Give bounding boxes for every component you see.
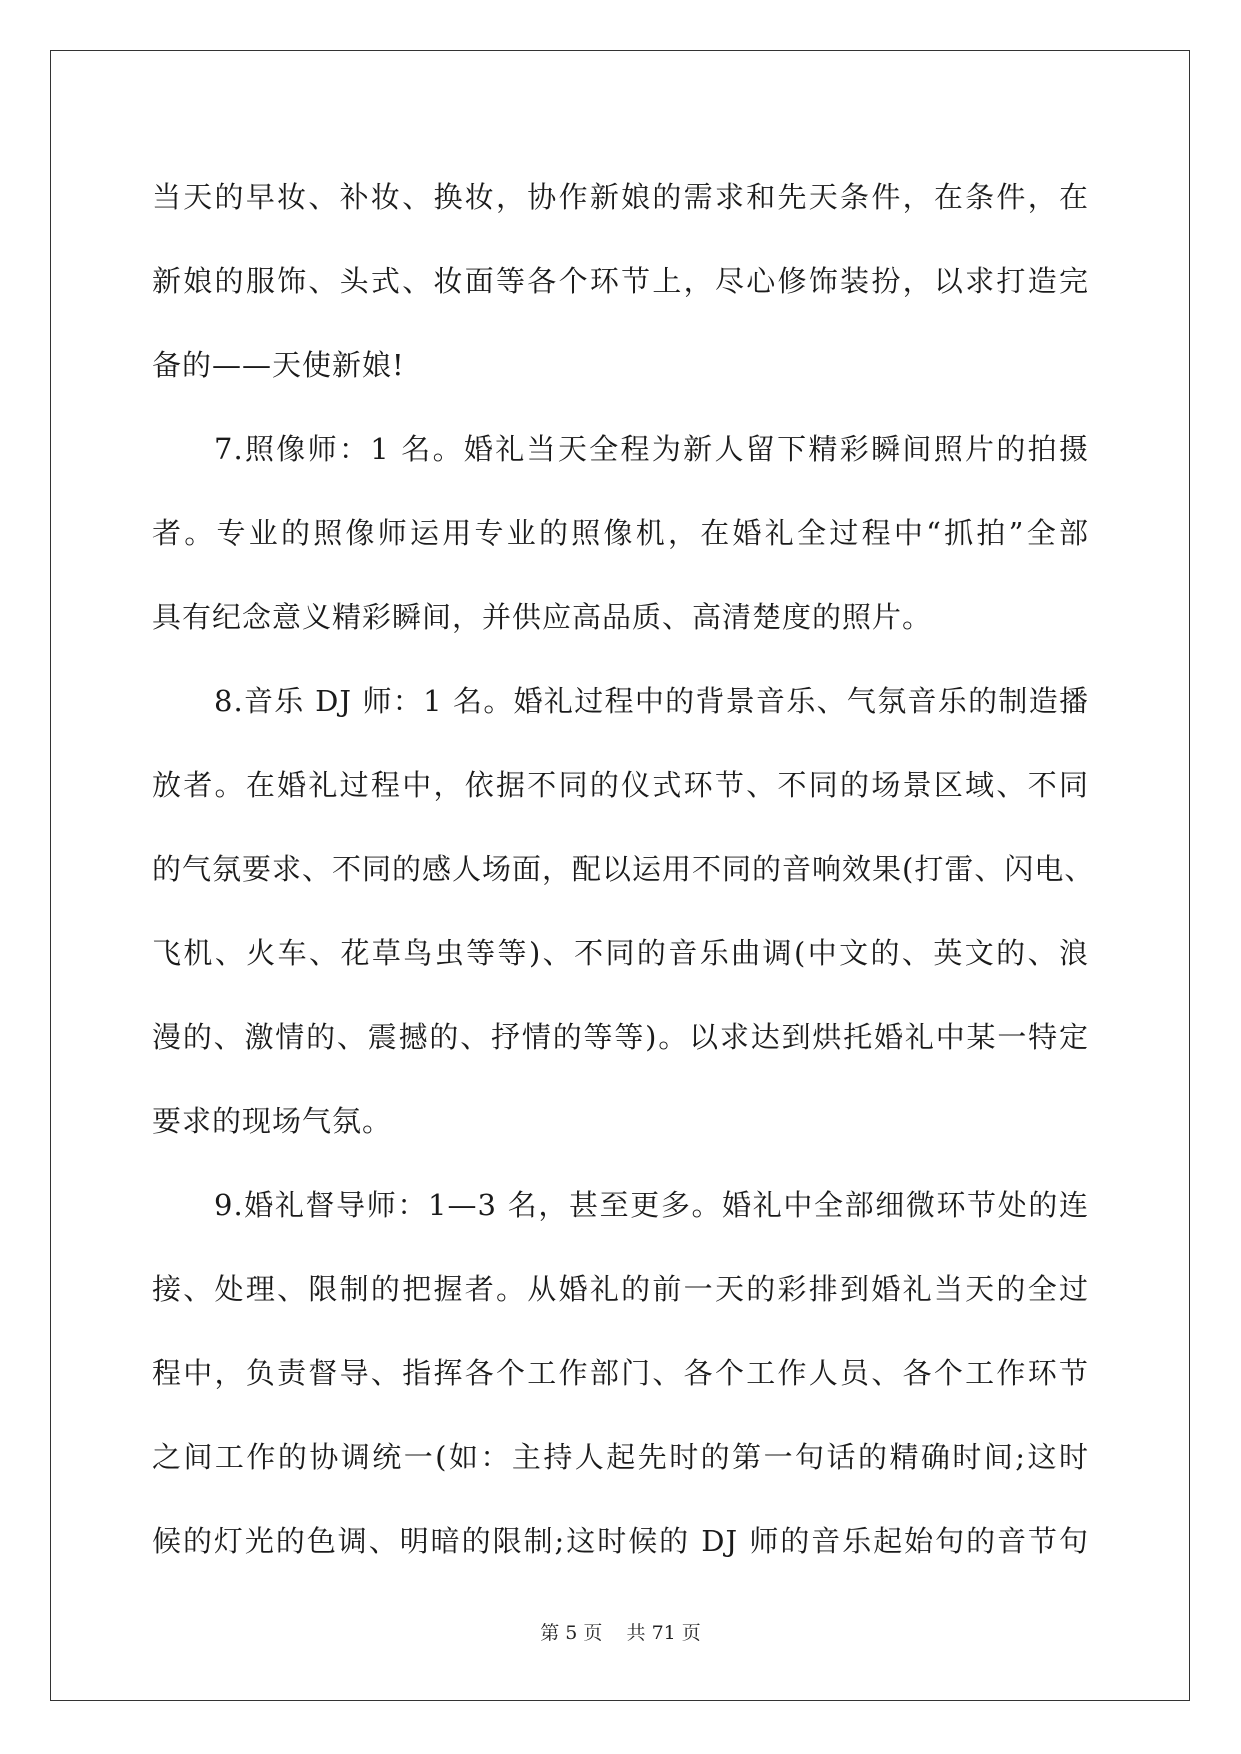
text-line: 8.音乐 DJ 师：1 名。婚礼过程中的背景音乐、气氛音乐的制造播 xyxy=(214,684,1089,718)
page-total: 共 71 页 xyxy=(626,1622,701,1644)
text-line: 备的——天使新娘! xyxy=(152,348,405,382)
text-line: 要求的现场气氛。 xyxy=(152,1104,393,1138)
text-line: 之间工作的协调统一(如：主持人起先时的第一句话的精确时间;这时 xyxy=(152,1440,1089,1474)
text-line: 接、处理、限制的把握者。从婚礼的前一天的彩排到婚礼当天的全过 xyxy=(152,1272,1089,1306)
text-line: 飞机、火车、花草鸟虫等等)、不同的音乐曲调(中文的、英文的、浪 xyxy=(152,936,1089,970)
page-number: 第 5 页 xyxy=(540,1622,603,1644)
page-footer xyxy=(0,1618,1241,1645)
text-line: 当天的早妆、补妆、换妆，协作新娘的需求和先天条件，在条件，在 xyxy=(152,180,1089,214)
text-line: 者。专业的照像师运用专业的照像机，在婚礼全过程中“抓拍”全部 xyxy=(152,516,1089,550)
text-line: 候的灯光的色调、明暗的限制;这时候的 DJ 师的音乐起始句的音节句 xyxy=(152,1524,1089,1558)
text-line: 新娘的服饰、头式、妆面等各个环节上，尽心修饰装扮，以求打造完 xyxy=(152,264,1089,298)
text-line: 具有纪念意义精彩瞬间，并供应高品质、高清楚度的照片。 xyxy=(152,600,933,634)
text-line: 7.照像师：1 名。婚礼当天全程为新人留下精彩瞬间照片的拍摄 xyxy=(214,432,1089,466)
text-line: 的气氛要求、不同的感人场面，配以运用不同的音响效果(打雷、闪电、 xyxy=(152,852,1095,886)
text-line: 放者。在婚礼过程中，依据不同的仪式环节、不同的场景区域、不同 xyxy=(152,768,1089,802)
text-line: 9.婚礼督导师：1—3 名，甚至更多。婚礼中全部细微环节处的连 xyxy=(214,1188,1089,1222)
text-line: 程中，负责督导、指挥各个工作部门、各个工作人员、各个工作环节 xyxy=(152,1356,1089,1390)
body-text xyxy=(152,155,1095,1583)
text-line: 漫的、激情的、震撼的、抒情的等等)。以求达到烘托婚礼中某一特定 xyxy=(152,1020,1089,1054)
